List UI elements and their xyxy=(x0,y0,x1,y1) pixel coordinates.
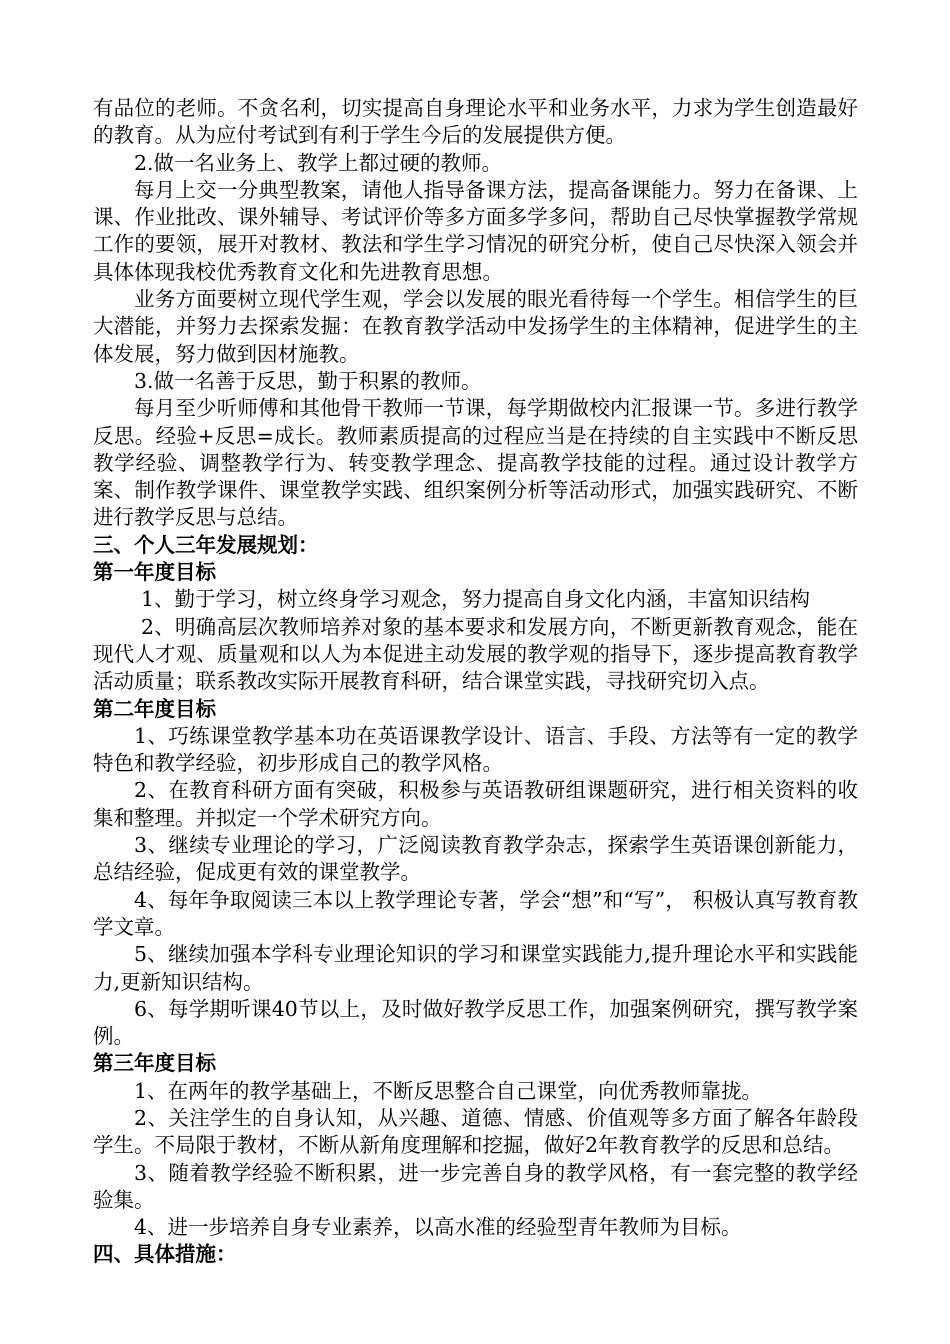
goal-item: 5、继续加强本学科专业理论知识的学习和课堂实践能力,提升理论水平和实践能力,更新知识结构。 xyxy=(93,942,858,994)
document-page xyxy=(93,95,858,1269)
subheading-year-2: 第二年度目标 xyxy=(93,696,216,721)
goal-item: 3、随着教学经验不断积累，进一步完善自身的教学风格，有一套完整的教学经验集。 xyxy=(93,1160,858,1212)
goal-item: 4、每年争取阅读三本以上教学理论专著，学会“想”和“写”， 积极认真写教育教学文章。 xyxy=(93,887,858,939)
goal-item: 2、关注学生的自身认知，从兴趣、道德、情感、价值观等多方面了解各年龄段学生。不局限于教材，不断从新角度理解和挖掘，做好2年教育教学的反思和总结。 xyxy=(93,1105,858,1158)
paragraph-item-2: 2.做一名业务上、教学上都过硬的教师。 xyxy=(134,150,503,175)
paragraph-body: 业务方面要树立现代学生观，学会以发展的眼光看待每一个学生。相信学生的巨大潜能，并努力去探索发掘：在教育教学活动中发扬学生的主体精神，促进学生的主体发展，努力做到因材施教。 xyxy=(93,287,858,366)
paragraph-continuation: 有品位的老师。不贪名利，切实提高自身理论水平和业务水平，力求为学生创造最好的教育。从为应付考试到有利于学生今后的发展提供方便。 xyxy=(93,96,858,148)
section-heading-4: 四、具体措施： xyxy=(93,1242,237,1267)
section-heading-3: 三、个人三年发展规划： xyxy=(93,532,319,557)
goal-item: 4、进一步培养自身专业素养，以高水准的经验型青年教师为目标。 xyxy=(134,1215,742,1240)
paragraph-body: 每月上交一分典型教案，请他人指导备课方法，提高备课能力。努力在备课、上课、作业批改、课外辅导、考试评价等多方面多学多问，帮助自己尽快掌握教学常规工作的要领，展开对教材、教法和学生学习情况的研究分析，使自己尽快深入领会并具体体现我校优秀教育文化和先进教育思想。 xyxy=(93,177,858,284)
goal-item: 6、每学期听课40节以上，及时做好教学反思工作，加强案例研究，撰写教学案例。 xyxy=(93,996,858,1049)
subheading-year-3: 第三年度目标 xyxy=(93,1051,216,1076)
goal-item: 2、在教育科研方面有突破，积极参与英语教研组课题研究，进行相关资料的收集和整理。并拟定一个学术研究方向。 xyxy=(93,778,858,830)
goal-item: 1、巧练课堂教学基本功在英语课教学设计、语言、手段、方法等有一定的教学特色和教学经验，初步形成自己的教学风格。 xyxy=(93,723,858,776)
goal-item: 2、明确高层次教师培养对象的基本要求和发展方向，不断更新教育观念，能在现代人才观、质量观和以人为本促进主动发展的教学观的指导下，逐步提高教育教学活动质量；联系教改实际开展教育科研，结合课堂实践，寻找研究切入点。 xyxy=(93,614,858,694)
subheading-year-1: 第一年度目标 xyxy=(93,560,216,585)
goal-item: 3、继续专业理论的学习，广泛阅读教育教学杂志，探索学生英语课创新能力，总结经验，促成更有效的课堂教学。 xyxy=(93,833,858,885)
goal-item: 1、勤于学习，树立终身学习观念，努力提高自身文化内涵，丰富知识结构 xyxy=(141,587,811,612)
goal-item: 1、在两年的教学基础上，不断反思整合自己课堂，向优秀教师靠拢。 xyxy=(134,1078,763,1103)
paragraph-body: 每月至少听师傅和其他骨干教师一节课，每学期做校内汇报课一节。多进行教学反思。经验+反思=成长。教师素质提高的过程应当是在持续的自主实践中不断反思教学经验、调整教学行为、转变教学理念、提高教学技能的过程。通过设计教学方案、制作教学课件、课堂教学实践、组织案例分析等活动形式，加强实践研究、不断进行教学反思与总结。 xyxy=(93,396,858,530)
paragraph-item-3: 3.做一名善于反思，勤于积累的教师。 xyxy=(134,368,482,393)
